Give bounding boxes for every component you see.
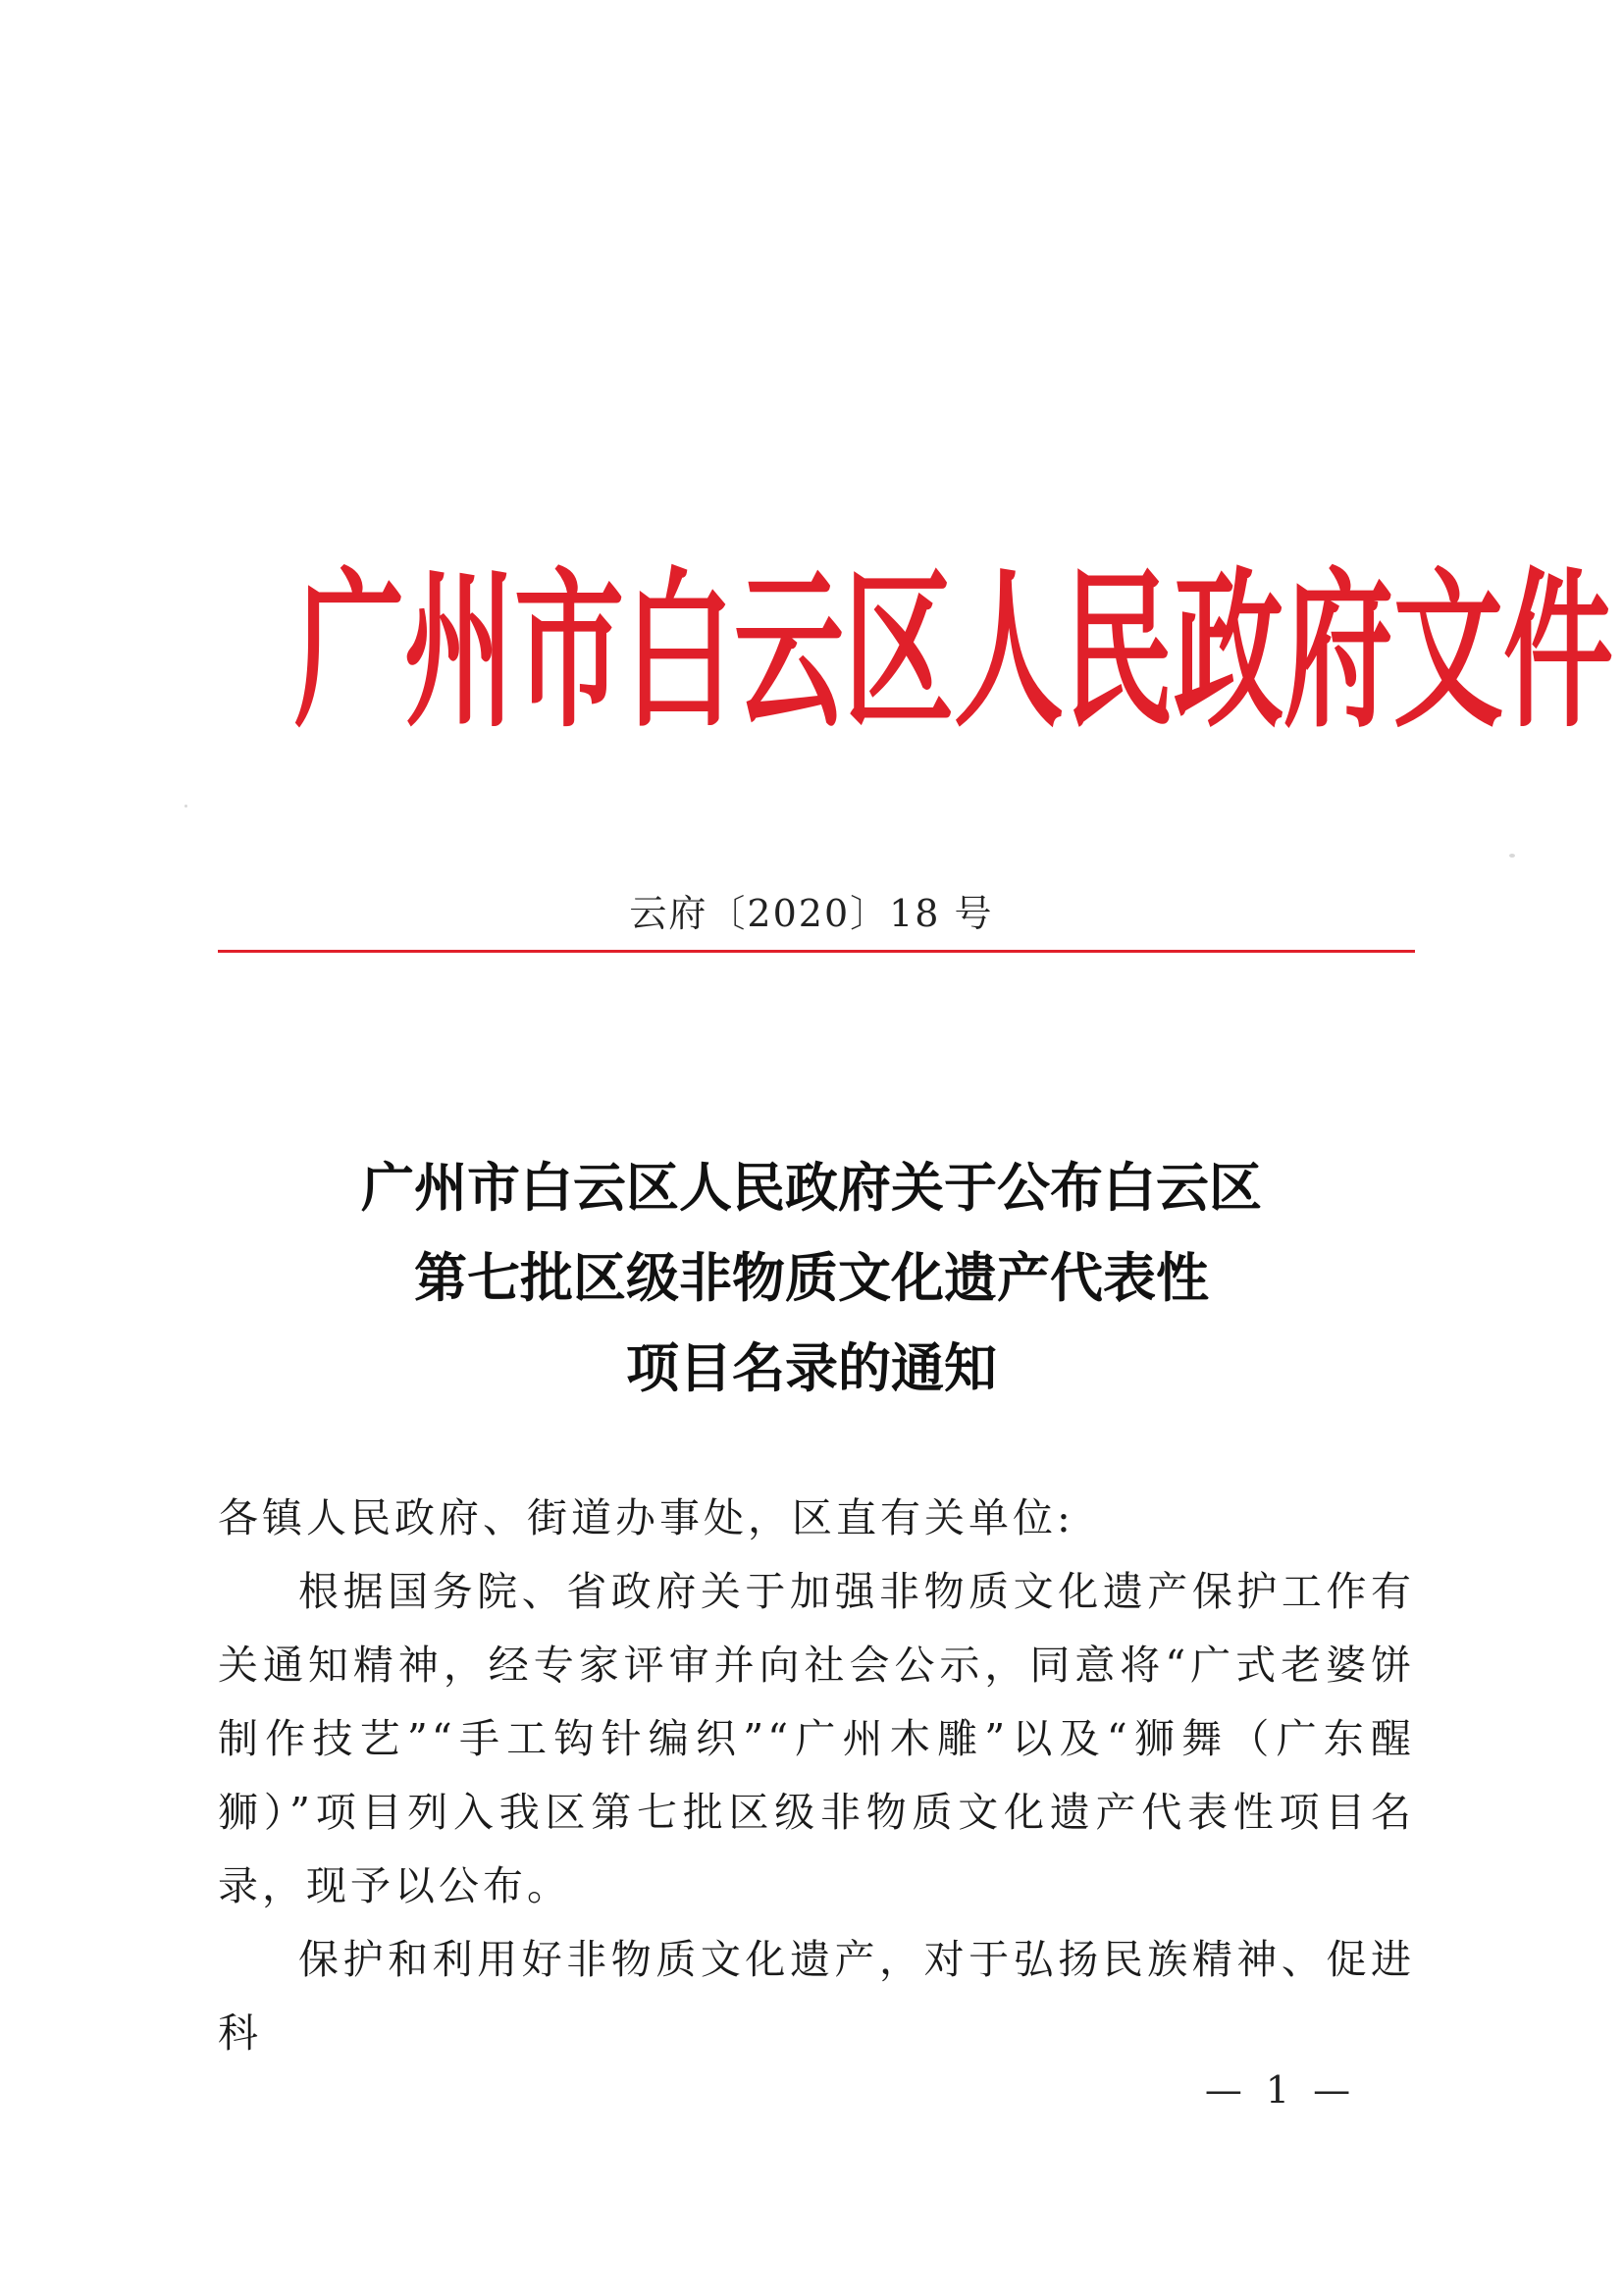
masthead-char: 广	[294, 553, 404, 752]
title-line: 广州市白云区人民政府关于公布白云区	[361, 1157, 1262, 1219]
masthead-char: 白	[624, 553, 734, 752]
red-divider-line	[218, 950, 1415, 953]
masthead-char: 人	[954, 553, 1064, 752]
title-line: 项目名录的通知	[626, 1337, 997, 1399]
body-paragraph: 保护和利用好非物质文化遗产，对于弘扬民族精神、促进科	[218, 1936, 1415, 2057]
scan-artifact	[1509, 854, 1515, 858]
masthead-char: 文	[1393, 553, 1503, 752]
masthead-char: 件	[1503, 553, 1613, 752]
masthead-char: 州	[404, 553, 514, 752]
body-paragraph: 根据国务院、省政府关于加强非物质文化遗产保护工作有关通知精神，经专家评审并向社会公示，同意将“广式老婆饼制作技艺”“手工钩针编织”“广州木雕”以及“狮舞（广东醒狮）”项目列入我区第七批区级非物质文化遗产代表性项目名录，现予以公布。	[218, 1568, 1415, 1909]
page-number: — 1 —	[1204, 2068, 1357, 2112]
masthead-char: 市	[514, 553, 624, 752]
masthead-char: 区	[844, 553, 954, 752]
document-number: 云府〔2020〕18 号	[629, 892, 994, 935]
masthead-char: 云	[734, 553, 844, 752]
scan-artifact	[184, 805, 187, 808]
masthead-char: 政	[1174, 553, 1283, 752]
salutation: 各镇人民政府、街道办事处，区直有关单位:	[218, 1494, 1074, 1541]
masthead-title	[294, 553, 1613, 752]
masthead-char: 府	[1283, 553, 1393, 752]
document-title	[0, 1143, 1623, 1414]
masthead-char: 民	[1064, 553, 1174, 752]
document-body	[218, 1482, 1415, 2070]
title-line: 第七批区级非物质文化遗产代表性	[414, 1247, 1209, 1309]
